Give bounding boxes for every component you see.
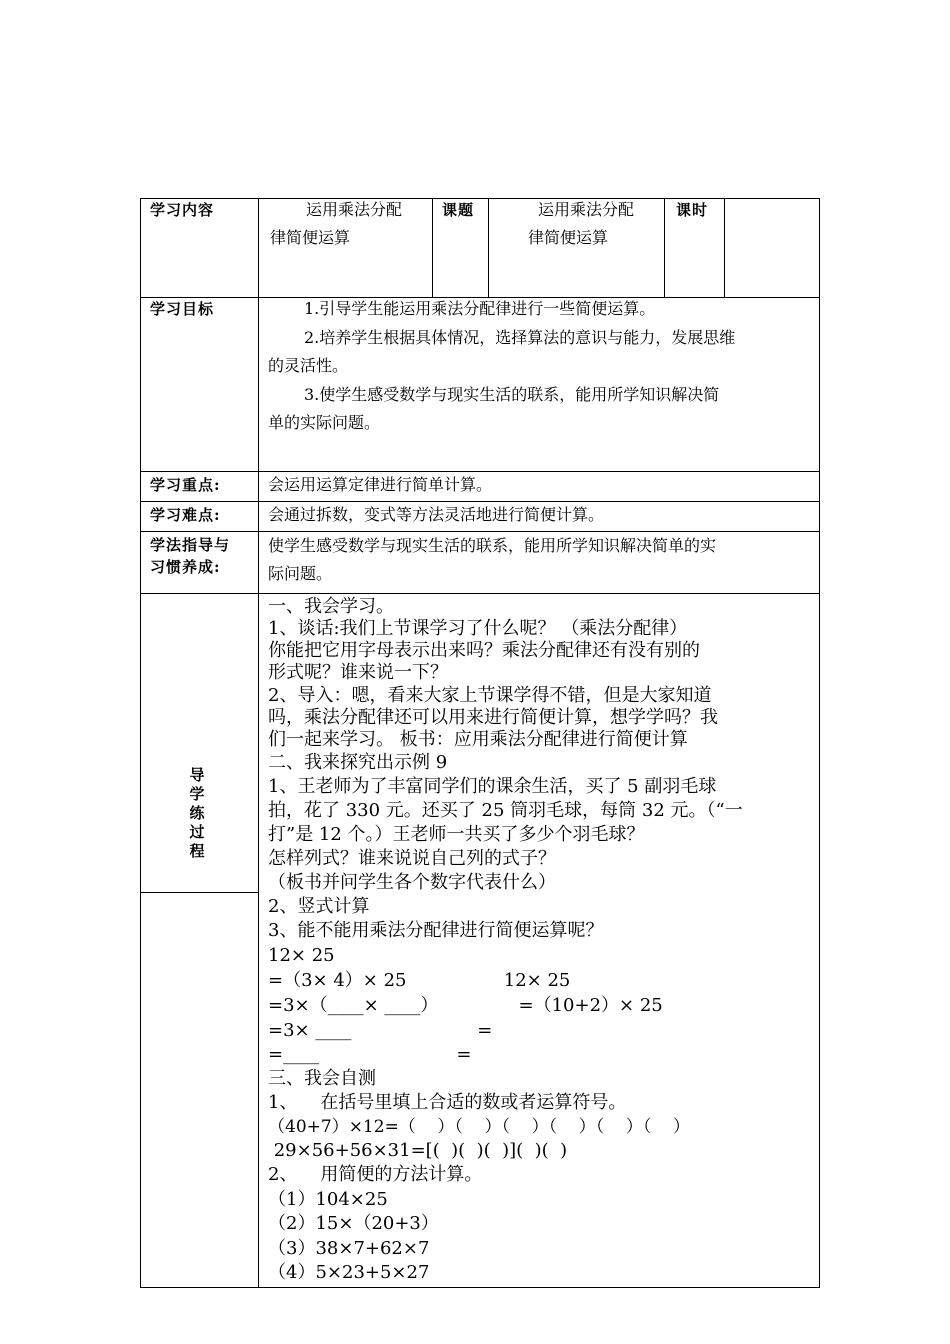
difficulty-label: 学习难点: — [150, 506, 221, 524]
process-line: （40+7）×12=（ ）（ ）（ ）（ ）（ ）（ ） — [268, 1117, 691, 1137]
process-line: （2）15×（20+3） — [268, 1213, 439, 1234]
process-line: 形式呢？谁来说一下？ — [268, 662, 448, 683]
process-line: 2、竖式计算 — [268, 896, 370, 917]
process-line: （1）104×25 — [268, 1189, 388, 1210]
table-border-right — [819, 198, 820, 1287]
table-border-left — [140, 198, 141, 1287]
label-column-divider — [258, 198, 259, 1287]
process-line: =____ = — [268, 1044, 472, 1065]
process-line: （板书并问学生各个数字代表什么） — [268, 872, 556, 893]
process-line: 怎样列式？谁来说说自己列的式子？ — [268, 848, 556, 869]
header-divider-4 — [724, 198, 725, 297]
topic-value-line1: 运用乘法分配 — [538, 200, 635, 219]
process-line: 1、王老师为了丰富同学们的课余生活，买了 5 副羽毛球 — [268, 776, 717, 797]
process-line: 12× 25 — [268, 945, 335, 966]
process-line: 吗，乘法分配律还可以用来进行简便计算，想学学吗？我 — [268, 707, 718, 728]
goals-label: 学习目标 — [150, 300, 215, 318]
key-point-value: 会运用运算定律进行简单计算。 — [268, 475, 493, 494]
difficulty-value: 会通过拆数，变式等方法灵活地进行简便计算。 — [268, 505, 605, 524]
table-border-top — [140, 198, 820, 199]
process-line: =3×（____× ____） =（10+2）× 25 — [268, 995, 663, 1016]
goal-3-line2: 单的实际问题。 — [268, 413, 381, 432]
key-point-label: 学习重点: — [150, 476, 221, 494]
process-line: 拍，花了 330 元。还买了 25 筒羽毛球，每筒 32 元。（“一 — [268, 800, 743, 821]
method-value-line1: 使学生感受数学与现实生活的联系，能用所学知识解决简单的实 — [268, 536, 717, 555]
process-line: 们一起来学习。 板书：应用乘法分配律进行简便计算 — [268, 729, 688, 750]
content-value-line2: 律简便运算 — [270, 228, 351, 247]
label-cell-divider — [140, 892, 258, 893]
goal-1: 1.引导学生能运用乘法分配律进行一些简便运算。 — [304, 299, 656, 318]
goal-2-line2: 的灵活性。 — [268, 356, 349, 375]
row-divider-process — [140, 593, 820, 594]
method-value-line2: 际问题。 — [268, 564, 333, 583]
process-line: 29×56+56×31=[( )( )( )]( )( ) — [268, 1140, 568, 1161]
process-line: 你能把它用字母表示出来吗？乘法分配律还有没有别的 — [268, 640, 700, 661]
process-line: =（3× 4）× 25 12× 25 — [268, 970, 571, 991]
header-divider-3 — [664, 198, 665, 297]
process-line: （3）38×7+62×7 — [268, 1238, 430, 1259]
content-value-line1: 运用乘法分配 — [306, 200, 403, 219]
goal-3-line1: 3.使学生感受数学与现实生活的联系，能用所学知识解决简 — [304, 385, 720, 404]
process-line: 一、我会学习。 — [268, 596, 394, 617]
period-label: 课时 — [676, 201, 709, 219]
process-line: 2、导入：嗯，看来大家上节课学得不错，但是大家知道 — [268, 685, 712, 706]
goal-2-line1: 2.培养学生根据具体情况，选择算法的意识与能力，发展思维 — [304, 328, 736, 347]
process-line: 三、我会自测 — [268, 1068, 376, 1089]
process-line: =3× ____ = — [268, 1020, 493, 1041]
process-line: 二、我来探究出示例 9 — [268, 752, 448, 773]
process-line: 1、 在括号里填上合适的数或者运算符号。 — [268, 1092, 627, 1113]
process-line: （4）5×23+5×27 — [268, 1262, 430, 1283]
header-divider-2 — [488, 198, 489, 297]
table-border-bottom — [140, 1287, 820, 1288]
process-line: 3、能不能用乘法分配律进行简便运算呢？ — [268, 920, 604, 941]
method-label-line1: 学法指导与 — [150, 536, 231, 554]
method-label-line2: 习惯养成: — [150, 558, 221, 576]
process-line: 2、 用简便的方法计算。 — [268, 1164, 483, 1185]
process-line: 1、谈话:我们上节课学习了什么呢？ （乘法分配律） — [268, 618, 688, 639]
process-label: 导学练过程 — [189, 766, 205, 860]
process-line: 打”是 12 个。）王老师一共买了多少个羽毛球？ — [268, 824, 645, 845]
topic-label: 课题 — [442, 201, 475, 219]
header-divider-1 — [432, 198, 433, 297]
topic-value-line2: 律简便运算 — [528, 228, 609, 247]
content-label: 学习内容 — [150, 201, 215, 219]
